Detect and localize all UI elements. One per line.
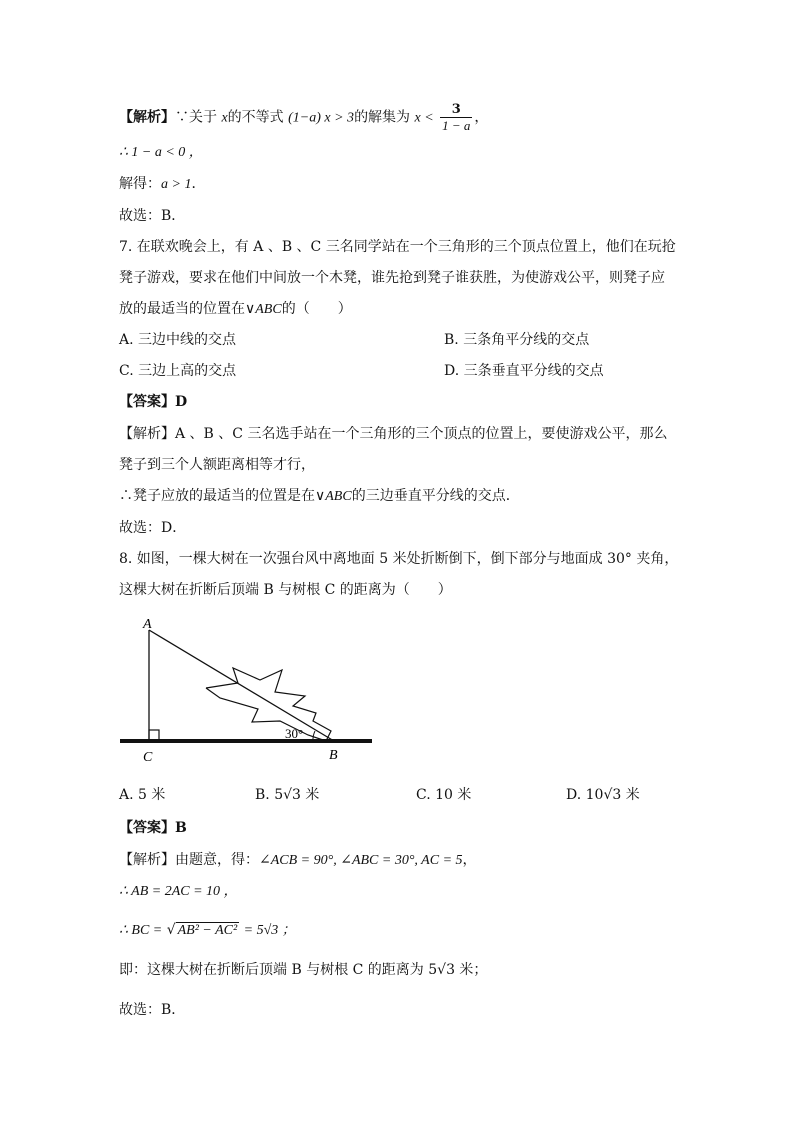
inequality: (1−a) x > 3 <box>288 110 355 126</box>
q7-stem-line1: 7. 在联欢晚会上，有 A 、B 、C 三名同学站在一个三角形的三个顶点位置上，他们在玩抢 <box>119 239 676 255</box>
tree-crown-upper <box>206 668 331 741</box>
q7-answer: 【答案】D <box>119 394 188 410</box>
q7-analysis-line3: ∴凳子应放的最适当的位置是在∨ABC的三边垂直平分线的交点． <box>119 488 520 504</box>
tree-crown-lower <box>206 688 326 741</box>
q8-analysis-line3: ∴ BC = √ AB² − AC² = 5√3 ； <box>119 922 296 938</box>
point-c-label: C <box>143 750 153 765</box>
fraction: $\frac{3}{1 - a}$ <box>442 102 471 133</box>
fallen-part <box>149 630 334 741</box>
q7-stem-line3: 放的最适当的位置在∨ABC的（ ） <box>119 301 352 317</box>
q6-answer-line: 故选：B． <box>119 208 186 224</box>
q8-option-d: D. 10√3 米 <box>566 787 640 803</box>
q8-stem-line1: 8. 如图，一棵大树在一次强台风中离地面 5 米处折断倒下，倒下部分与地面成 30° 夹角， <box>119 551 679 567</box>
right-angle-mark <box>149 730 159 740</box>
q7-analysis-line2: 凳子到三个人额距离相等才行， <box>119 457 315 473</box>
q7-option-c: C. 三边上高的交点 <box>119 363 237 379</box>
q6-analysis-line3: 解得：a > 1． <box>119 176 206 192</box>
analysis-tag: 【解析】 <box>119 109 175 126</box>
q7-stem-line2: 凳子游戏，要求在他们中间放一个木凳，谁先抢到凳子谁获胜，为使游戏公平，则凳子应 <box>119 270 665 286</box>
q7-option-a: A. 三边中线的交点 <box>119 332 237 348</box>
q6-analysis-line1: 【解析】∵关于 x的不等式 (1−a) x > 3的解集为 x < $\frac{3}{1 - a}$ ， <box>119 102 489 133</box>
angle-label: 30° <box>285 726 304 741</box>
q7-option-d: D. 三条垂直平分线的交点 <box>444 363 604 379</box>
q8-option-b: B. 5√3 米 <box>255 787 320 803</box>
q6-analysis-line2: ∴ 1 − a < 0 ， <box>119 145 203 160</box>
q8-conclusion: 故选：B． <box>119 1002 186 1018</box>
square-root: AB² − AC² <box>177 923 238 938</box>
q8-stem-line2: 这棵大树在折断后顶端 B 与树根 C 的距离为（ ） <box>119 582 452 598</box>
q8-analysis-line1: 【解析】由题意，得：∠ACB = 90°, ∠ABC = 30°, AC = 5， <box>119 852 477 868</box>
q8-option-c: C. 10 米 <box>416 787 472 803</box>
broken-tree-figure <box>110 610 380 770</box>
q8-analysis-line2: ∴ AB = 2AC = 10 ， <box>119 884 238 899</box>
q7-analysis-line1: 【解析】A 、B 、C 三名选手站在一个三角形的三个顶点的位置上，要使游戏公平，那么 <box>119 426 668 442</box>
q8-analysis-line4: 即：这棵大树在折断后顶端 B 与树根 C 的距离为 5√3 米； <box>119 962 488 978</box>
q7-option-b: B. 三条角平分线的交点 <box>444 332 590 348</box>
q8-option-a: A. 5 米 <box>119 787 166 803</box>
point-b-label: B <box>329 748 338 763</box>
q7-conclusion: 故选：D． <box>119 520 187 536</box>
q8-answer: 【答案】B <box>119 820 187 836</box>
point-a-label: A <box>143 617 152 632</box>
